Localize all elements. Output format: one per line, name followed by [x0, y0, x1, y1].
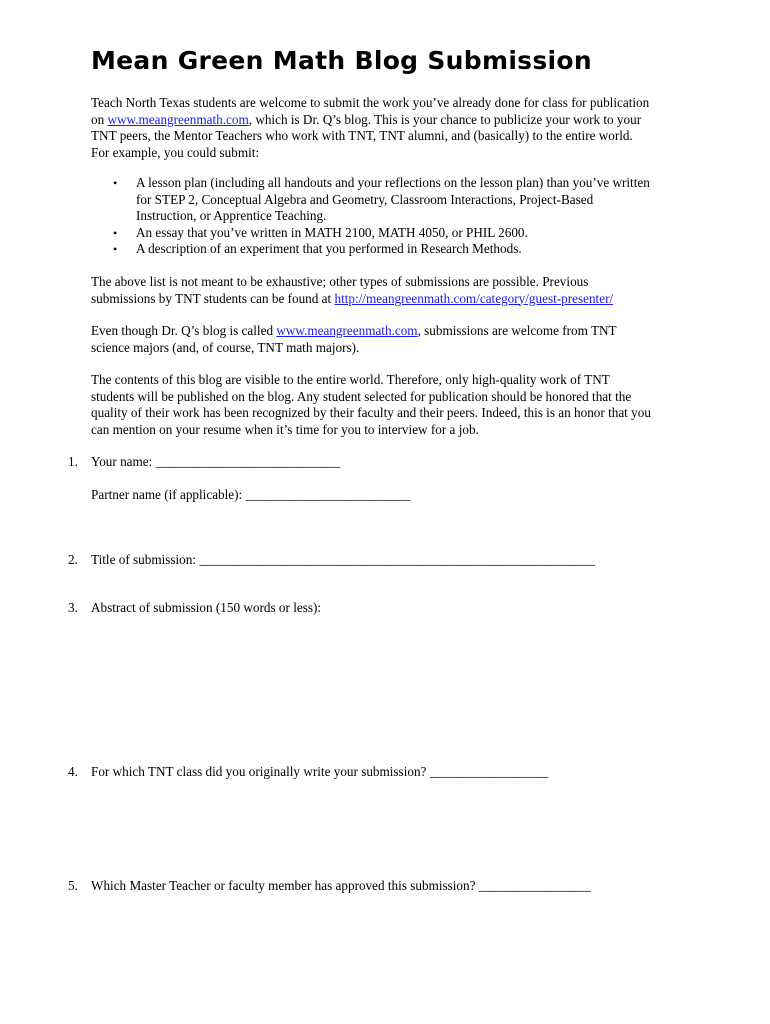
- abstract-label: Abstract of submission (150 words or less):: [91, 600, 322, 615]
- majors-note-line-2: science majors (and, of course, TNT math majors).: [91, 339, 360, 355]
- majors-note-line-1-suffix: , submissions are welcome from TNT: [417, 323, 617, 338]
- intro-line-2-prefix: on: [91, 111, 108, 127]
- list-note-line-2: [91, 291, 691, 308]
- name-field[interactable]: Your name: ____________________________: [91, 454, 341, 469]
- intro-line-4: For example, you could submit:: [91, 144, 260, 160]
- question-number: 2.: [68, 552, 78, 567]
- submission-examples-list: [91, 175, 691, 258]
- blog-link[interactable]: www.meangreenmath.com: [107, 111, 249, 127]
- list-item-line: Instruction, or Apprentice Teaching.: [136, 208, 327, 223]
- list-note-paragraph: [91, 274, 691, 307]
- list-note-line-2-prefix: submissions by TNT students can be found at: [91, 290, 335, 306]
- list-item: [91, 241, 691, 258]
- original-class-field[interactable]: For which TNT class did you originally write your submission? __________________: [91, 764, 549, 779]
- majors-note-line-1: [91, 323, 691, 340]
- list-item: [91, 225, 691, 242]
- page-title: Mean Green Math Blog Submission: [91, 46, 592, 75]
- visibility-note-line: quality of their work has been recognized by their faculty and their peers. Indeed, this is an honor that you: [91, 405, 651, 420]
- question-number: 1.: [68, 454, 78, 469]
- list-item-line: An essay that you’ve written in MATH 2100, MATH 4050, or PHIL 2600.: [136, 224, 528, 240]
- intro-paragraph: [91, 95, 691, 161]
- question-number: 4.: [68, 764, 78, 779]
- partner-name-field[interactable]: Partner name (if applicable): _________________________: [91, 487, 411, 502]
- majors-note-line-1-prefix: Even though Dr. Q’s blog is called: [91, 323, 277, 338]
- bullet-icon: •: [113, 225, 118, 240]
- visibility-note-paragraph: [91, 372, 691, 438]
- blog-link[interactable]: www.meangreenmath.com: [276, 323, 418, 338]
- submission-title-field[interactable]: Title of submission: ____________________________________________________________: [91, 552, 595, 567]
- intro-line-3: TNT peers, the Mentor Teachers who work with TNT, TNT alumni, and (basically) to the entire world.: [91, 128, 633, 143]
- list-item-line: A lesson plan (including all handouts and your reflections on the lesson plan) than you’ve written: [136, 175, 650, 190]
- question-number: 5.: [68, 878, 78, 893]
- list-item-line: for STEP 2, Conceptual Algebra and Geometry, Classroom Interactions, Project-Based: [136, 191, 594, 207]
- approver-field[interactable]: Which Master Teacher or faculty member has approved this submission? _________________: [91, 878, 591, 893]
- abstract-answer-area[interactable]: [91, 620, 691, 760]
- visibility-note-line: The contents of this blog are visible to the entire world. Therefore, only high-quality work of TNT: [91, 372, 610, 387]
- visibility-note-line: can mention on your resume when it’s time for you to interview for a job.: [91, 421, 479, 437]
- intro-line-2-suffix: , which is Dr. Q’s blog. This is your chance to publicize your work to your: [248, 111, 642, 127]
- guest-presenter-link[interactable]: http://meangreenmath.com/category/guest-presenter/: [334, 290, 614, 306]
- intro-line-1: Teach North Texas students are welcome to submit the work you’ve already done for class for publication: [91, 95, 650, 110]
- majors-note-paragraph: [91, 323, 691, 356]
- list-item-line: A description of an experiment that you performed in Research Methods.: [136, 241, 522, 256]
- bullet-icon: •: [113, 176, 118, 190]
- list-item: [91, 175, 691, 225]
- bullet-icon: •: [113, 242, 118, 256]
- list-note-line-1: The above list is not meant to be exhaustive; other types of submissions are possible. Previous: [91, 274, 589, 289]
- visibility-note-line: students will be published on the blog. Any student selected for publication should be honored that the: [91, 388, 632, 404]
- question-number: 3.: [68, 600, 78, 615]
- intro-line-2: [91, 112, 691, 129]
